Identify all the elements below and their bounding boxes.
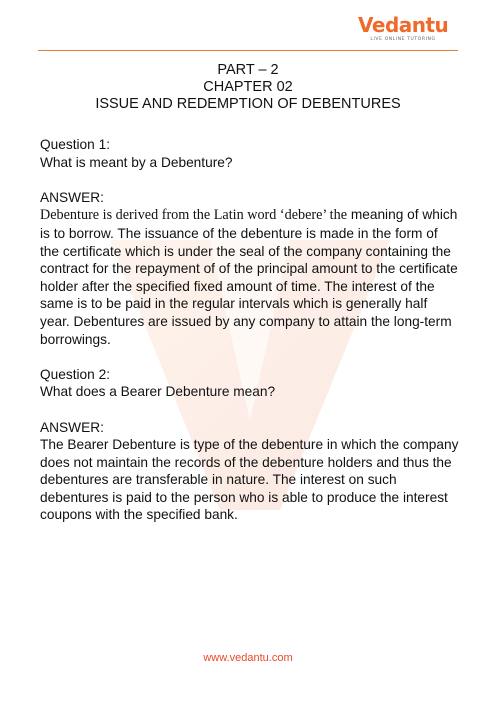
vedantu-logo[interactable] <box>358 14 448 48</box>
logo-tagline: LIVE ONLINE TUTORING <box>370 37 436 42</box>
chapter-title: ISSUE AND REDEMPTION OF DEBENTURES <box>95 96 401 112</box>
footer-url[interactable]: www.vedantu.com <box>203 652 293 664</box>
question-1-text: What is meant by a Debenture? <box>40 154 233 170</box>
question-2-text: What does a Bearer Debenture mean? <box>40 384 276 400</box>
answer-1-label: ANSWER: <box>40 189 104 205</box>
question-2-label: Question 2: <box>40 366 111 382</box>
answer-2-label: ANSWER: <box>40 419 104 435</box>
logo-wordmark: Vedantu <box>358 13 449 37</box>
part-label: PART – 2 <box>217 62 279 78</box>
document-heading <box>0 62 496 113</box>
answer-1-serif-start: Debenture is derived from the Latin word ‘debere’ the <box>40 207 348 224</box>
header-divider <box>38 50 458 51</box>
answer-1-body: meaning of which is to borrow. The issuance of the debenture is made in the form of the certificate which is under the seal of the company containing the contract for the repayment of of the principal amount to the certificate holder after the specified fixed amount of time. The interest of the same is to be paid in the regular intervals which is generally half year. Debentures are issued by any company to attain the long-term borrowings. <box>40 207 458 347</box>
chapter-label: CHAPTER 02 <box>203 79 293 95</box>
qa-content <box>40 136 460 524</box>
question-1-label: Question 1: <box>40 137 111 152</box>
answer-2-text: The Bearer Debenture is type of the debenture in which the company does not maintain the records of the debenture holders and thus the debentures are transferable in nature. The interest on such debentures is paid to the person who is able to produce the interest coupons with the specified bank. <box>40 437 459 523</box>
answer-1-text <box>40 206 460 348</box>
page-header <box>38 14 458 50</box>
